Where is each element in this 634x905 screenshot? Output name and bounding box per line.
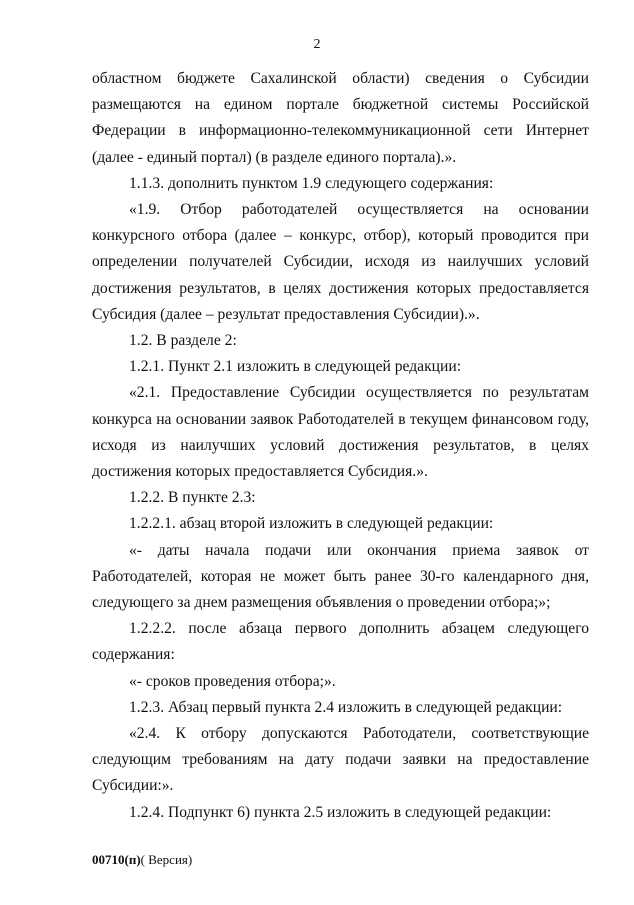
- document-version: ( Версия): [140, 852, 193, 867]
- document-body: [92, 66, 589, 826]
- document-code: 00710(п): [92, 852, 141, 867]
- paragraph: «2.1. Предоставление Субсидии осуществляется по результатам конкурса на основании заявок Работодателей в текущем финансовом году, исходя из наилучших условий достижения результатов, в целях достижения которых предоставляется Субсидия.».: [92, 384, 589, 481]
- document-footer: [92, 852, 192, 868]
- paragraph: «1.9. Отбор работодателей осуществляется на основании конкурсного отбора (далее – конкурс, отбор), который проводится при определении получателей Субсидии, исходя из наилучших условий достижения результатов, в целях достижения которых предоставляется Субсидия (далее – результат предоставления Субсидии).».: [92, 201, 589, 323]
- paragraph: «2.4. К отбору допускаются Работодатели, соответствующие следующим требованиям на дату подачи заявки на предоставление Субсидии:».: [92, 725, 589, 795]
- page-number: 2: [313, 37, 321, 52]
- paragraph: 1.2.2.2. после абзаца первого дополнить абзацем следующего содержания:: [92, 620, 589, 664]
- paragraph: 1.2.4. Подпункт 6) пункта 2.5 изложить в следующей редакции:: [129, 803, 552, 821]
- paragraph: «- сроков проведения отбора;».: [129, 672, 336, 690]
- paragraph: 1.1.3. дополнить пунктом 1.9 следующего содержания:: [129, 174, 494, 192]
- paragraph: 1.2.2.1. абзац второй изложить в следующей редакции:: [129, 515, 494, 533]
- paragraph: областном бюджете Сахалинской области) сведения о Субсидии размещаются на едином портале бюджетной системы Российской Федерации в информационно-телекоммуникационной сети Интернет (далее - единый портал) (в разделе единого портала).».: [92, 70, 589, 166]
- paragraph: 1.2. В разделе 2:: [129, 332, 237, 350]
- paragraph: 1.2.3. Абзац первый пункта 2.4 изложить в следующей редакции:: [129, 698, 563, 716]
- paragraph: «- даты начала подачи или окончания приема заявок от Работодателей, которая не может быть ранее 30-го календарного дня, следующего за днем размещения объявления о проведении отбора;»;: [92, 541, 589, 612]
- paragraph: 1.2.2. В пункте 2.3:: [129, 489, 256, 507]
- paragraph: 1.2.1. Пункт 2.1 изложить в следующей редакции:: [129, 358, 462, 376]
